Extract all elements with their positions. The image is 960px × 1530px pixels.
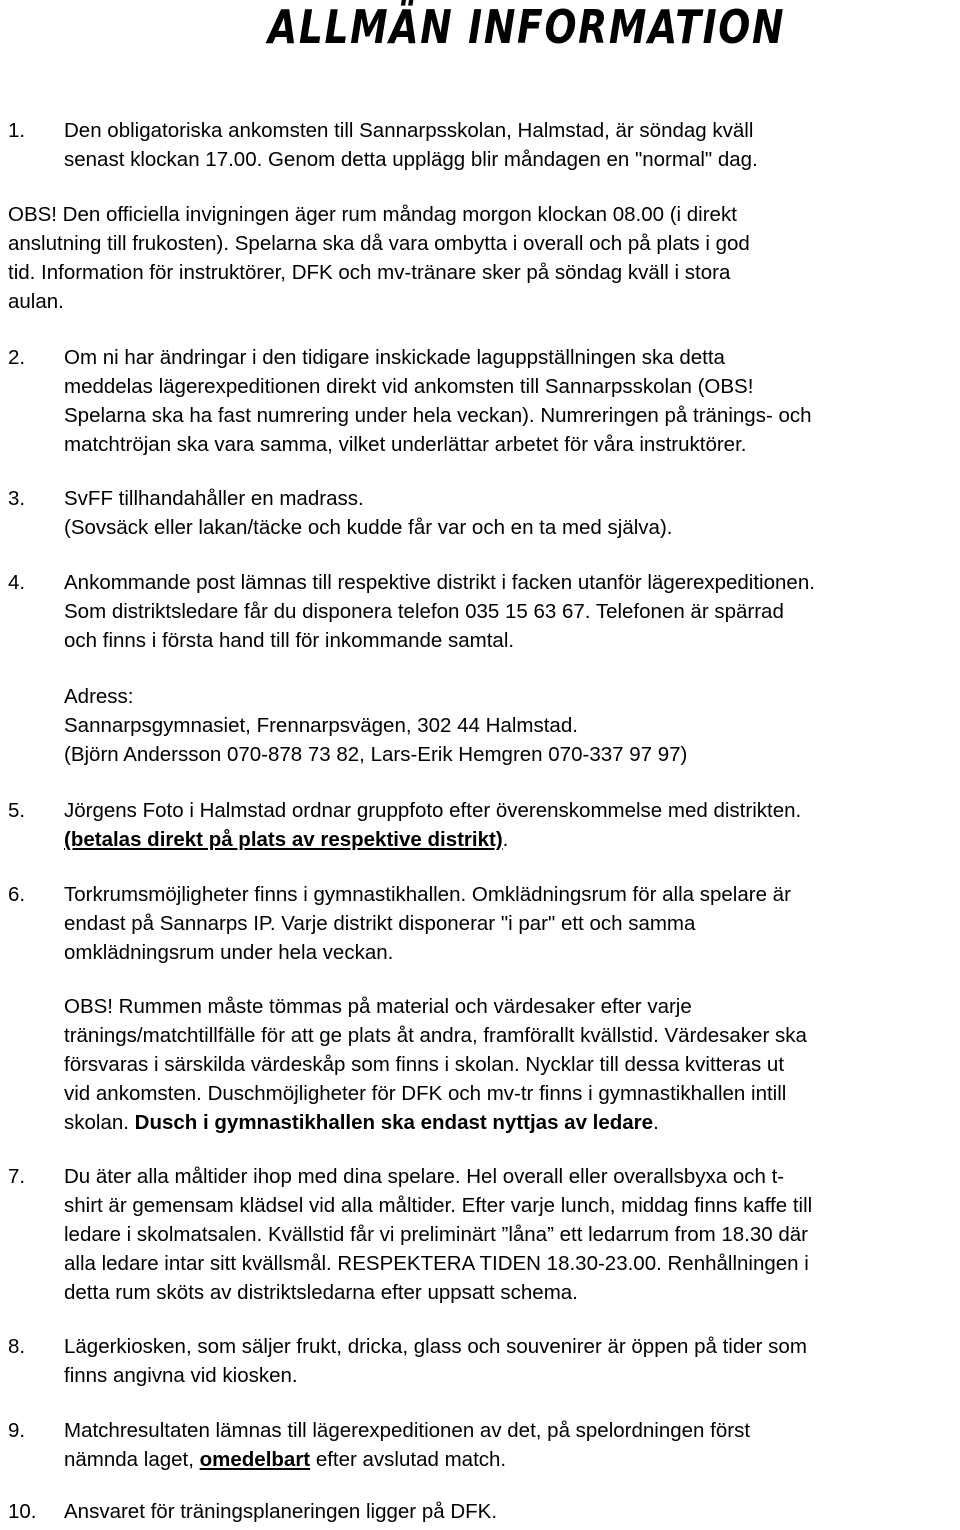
page-title: ALLMÄN INFORMATION <box>268 0 786 54</box>
emphasis-text: omedelbart <box>199 1448 311 1471</box>
list-item <box>0 1332 960 1390</box>
item-text: Lägerkiosken, som säljer frukt, dricka, glass och souvenirer är öppen på tider som finns angivna vid kiosken. <box>64 1335 807 1387</box>
item-text: Ankommande post lämnas till respektive distrikt i facken utanför lägerexpeditionen. Som distriktsledare får du disponera telefon 035 15 63 67. Telefonen är spärrad och finns i första hand till för inkommande samtal. <box>64 571 815 652</box>
list-item <box>0 1162 960 1307</box>
item-text-content: Jörgens Foto i Halmstad ordnar gruppfoto efter överenskommelse med distrikten. <box>64 799 802 822</box>
emphasis-suffix: . <box>653 1111 659 1134</box>
list-item <box>0 116 960 174</box>
address-text: Adress: Sannarpsgymnasiet, Frennarpsvägen, 302 44 Halmstad. (Björn Andersson 070-878 73 82, Lars-Erik Hemgren 070-337 97 97) <box>64 685 688 766</box>
emphasis-text: (betalas direkt på plats av respektive distrikt) <box>64 828 503 851</box>
list-item <box>0 343 960 459</box>
item-number: 10. <box>8 1500 37 1523</box>
item-number: 4. <box>8 571 26 594</box>
item-number: 6. <box>8 883 26 906</box>
item-text-content: OBS! Den officiella invigningen äger rum måndag morgon klockan 08.00 (i direkt anslutning till frukosten). Spelarna ska då vara ombytta i overall och på plats i god tid. Information för instruktörer, DFK och mv-tränare sker på söndag kväll i stora aulan. <box>8 203 750 313</box>
item-text: Om ni har ändringar i den tidigare inskickade laguppställningen ska detta meddelas lägerexpeditionen direkt vid ankomsten till Sannarpsskolan (OBS! Spelarna ska ha fast numrering under hela veckan). Numreringen på tränings- och matchtröjan ska vara samma, vilket underlättar arbetet för våra instruktörer. <box>64 346 812 456</box>
item-text-content: Matchresultaten lämnas till lägerexpeditionen av det, på spelordningen först nämnda laget, <box>64 1419 751 1471</box>
item-text: Ansvaret för träningsplaneringen ligger på DFK. <box>64 1500 498 1523</box>
item-text: Torkrumsmöjligheter finns i gymnastikhallen. Omklädningsrum för alla spelare är endast på Sannarps IP. Varje distrikt disponerar "i par" ett och samma omklädningsrum under hela veckan. <box>64 883 791 964</box>
list-item <box>0 200 960 316</box>
list-item <box>0 484 960 542</box>
list-item <box>0 1497 960 1526</box>
item-text-content: OBS! Rummen måste tömmas på material och värdesaker efter varje tränings/matchtillfälle för att ge plats åt andra, framförallt kvällstid. Värdesaker ska försvaras i särskilda värdeskåp som finns i skolan. Nycklar till dessa kvitteras ut vid ankomsten. Duschmöjligheter för DFK och mv-tr finns i gymnastikhallen intill skolan. <box>64 995 807 1134</box>
item-number: 1. <box>8 119 26 142</box>
list-item <box>0 1416 960 1474</box>
list-item <box>0 992 960 1137</box>
item-text <box>8 200 960 316</box>
item-number: 3. <box>8 487 26 510</box>
list-item <box>0 796 960 854</box>
item-number: 8. <box>8 1335 26 1358</box>
item-text: Den obligatoriska ankomsten till Sannarpsskolan, Halmstad, är söndag kväll senast klockan 17.00. Genom detta upplägg blir måndagen en "normal" dag. <box>64 119 758 171</box>
item-number: 7. <box>8 1165 26 1188</box>
item-number: 9. <box>8 1419 26 1442</box>
item-text: Du äter alla måltider ihop med dina spelare. Hel overall eller overallsbyxa och t- shirt är gemensam klädsel vid alla måltider. Efter varje lunch, middag finns kaffe till ledare i skolmatsalen. Kvällstid får vi preliminärt ”låna” ett ledarrum from 18.30 där alla ledare intar sitt kvällsmål. RESPEKTERA TIDEN 18.30-23.00. Renhållningen i detta rum sköts av distriktsledarna efter uppsatt schema. <box>64 1165 813 1304</box>
list-item <box>0 568 960 655</box>
item-number: 2. <box>8 346 26 369</box>
emphasis-text: Dusch i gymnastikhallen ska endast nyttjas av ledare <box>134 1111 654 1134</box>
item-text: SvFF tillhandahåller en madrass. (Sovsäck eller lakan/täcke och kudde får var och en ta med själva). <box>64 487 673 539</box>
item-number: 5. <box>8 799 26 822</box>
item-text <box>64 796 960 854</box>
emphasis-suffix: efter avslutad match. <box>310 1448 507 1471</box>
emphasis-suffix: . <box>502 828 509 851</box>
address-block <box>0 682 960 769</box>
item-text <box>64 992 960 1137</box>
list-item <box>0 880 960 967</box>
item-text <box>64 1416 960 1474</box>
